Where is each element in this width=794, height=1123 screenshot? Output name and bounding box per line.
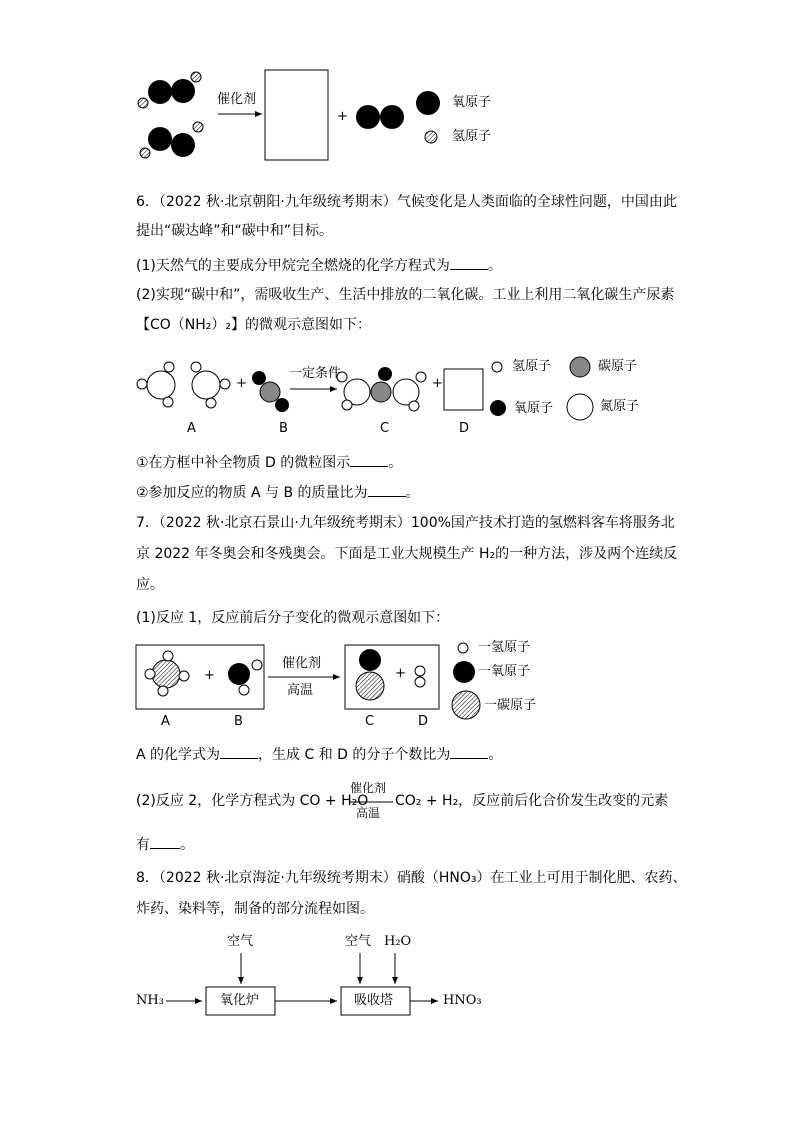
plus-sign: + bbox=[337, 109, 348, 124]
plus-sign: + bbox=[204, 668, 215, 683]
legend-carbon-icon bbox=[570, 357, 590, 377]
flow-air-2: 空气 bbox=[345, 934, 372, 949]
legend-hydrogen-icon bbox=[458, 643, 468, 653]
q6-sub1: ①在方框中补全物质 D 的微粒图示 。 bbox=[136, 455, 403, 471]
legend-oxygen-icon bbox=[416, 91, 440, 115]
legend-oxygen-icon bbox=[453, 661, 475, 683]
legend-carbon-icon bbox=[452, 691, 480, 719]
label-C: C bbox=[365, 714, 375, 729]
flow-box2-label: 吸收塔 bbox=[354, 993, 394, 1008]
q7-part1: (1)反应 1，反应前后分子变化的微观示意图如下： bbox=[136, 610, 450, 626]
answer-blank[interactable] bbox=[450, 745, 488, 759]
q6-part2-line1: (2)实现“碳中和”，需吸收生产、生活中排放的二氧化碳。工业上利用二氧化碳生产尿素 bbox=[136, 287, 675, 303]
q8-line2: 炸药、染料等，制备的部分流程如图。 bbox=[136, 901, 374, 917]
label-B: B bbox=[234, 714, 243, 729]
molecule-D-h2 bbox=[415, 666, 425, 687]
high-temp-label: 高温 bbox=[287, 683, 314, 698]
high-temp-label: 高温 bbox=[356, 806, 381, 820]
blank-box bbox=[265, 70, 328, 160]
legend-oxygen-label: 一氧原子 bbox=[478, 664, 531, 679]
q7-part2-b: CO₂ + H₂，反应前后化合价发生改变的元素 bbox=[395, 793, 669, 809]
label-D: D bbox=[418, 714, 429, 729]
q7-line2: 京 2022 年冬奥会和冬残奥会。下面是工业大规模生产 H₂的一种方法，涉及两个连续反 bbox=[136, 546, 678, 562]
plus-sign: + bbox=[236, 376, 247, 391]
water-molecule-2 bbox=[140, 122, 203, 158]
label-C: C bbox=[380, 421, 390, 436]
flow-water: H₂O bbox=[384, 934, 412, 949]
box-D bbox=[444, 369, 483, 410]
answer-blank[interactable] bbox=[150, 835, 180, 849]
legend-oxygen-icon bbox=[490, 400, 506, 416]
molecule-B-water bbox=[228, 660, 262, 695]
answer-blank[interactable] bbox=[220, 745, 258, 759]
answer-blank[interactable] bbox=[368, 483, 406, 497]
q6-part1: (1)天然气的主要成分甲烷完全燃烧的化学方程式为 。 bbox=[136, 258, 502, 274]
legend-hydrogen-icon bbox=[425, 131, 437, 143]
catalyst-label: 催化剂 bbox=[217, 92, 257, 107]
catalyst-label: 催化剂 bbox=[282, 656, 322, 671]
plus-sign: + bbox=[432, 376, 443, 391]
molecule-A1 bbox=[137, 362, 175, 407]
molecule-C bbox=[337, 367, 426, 411]
flow-output: HNO₃ bbox=[443, 993, 482, 1008]
molecule-A-methane bbox=[145, 651, 189, 696]
flow-input: NH₃ bbox=[136, 993, 164, 1008]
molecule-C-co bbox=[356, 649, 384, 700]
answer-blank[interactable] bbox=[350, 453, 388, 467]
oxygen-molecule bbox=[356, 105, 404, 129]
flow-air-1: 空气 bbox=[227, 934, 254, 949]
q6-sub2: ②参加反应的物质 A 与 B 的质量比为 。 bbox=[136, 485, 420, 501]
legend-carbon-label: 一碳原子 bbox=[484, 698, 537, 713]
condition-label: 一定条件 bbox=[289, 366, 342, 381]
q7-question-a: A 的化学式为 ，生成 C 和 D 的分子个数比为 。 bbox=[136, 747, 503, 763]
water-molecule-1 bbox=[138, 72, 201, 108]
q6-line1: 6．（2022 秋·北京朝阳·九年级统考期末）气候变化是人类面临的全球性问题，中国由此 bbox=[136, 194, 677, 210]
q7-line3: 应。 bbox=[136, 577, 164, 593]
label-B: B bbox=[279, 421, 288, 436]
q8-line1: 8．（2022 秋·北京海淀·九年级统考期末）硝酸（HNO₃）在工业上可用于制化肥、农药、 bbox=[136, 870, 687, 886]
q7-part2-a: (2)反应 2，化学方程式为 CO + H₂O bbox=[136, 793, 369, 809]
q6-line2: 提出“碳达峰”和“碳中和”目标。 bbox=[136, 223, 334, 239]
legend-hydrogen-icon bbox=[492, 362, 502, 372]
legend-hydrogen-label: 一氢原子 bbox=[478, 640, 531, 655]
legend-hydrogen-label: 氢原子 bbox=[452, 129, 492, 144]
legend-hydrogen-label: 氢原子 bbox=[512, 359, 552, 374]
answer-blank[interactable] bbox=[450, 256, 488, 270]
plus-sign: + bbox=[395, 666, 406, 681]
label-D: D bbox=[459, 421, 470, 436]
molecule-A2 bbox=[191, 362, 230, 408]
catalyst-label: 催化剂 bbox=[350, 781, 387, 795]
q6-part2-line2: 【CO（NH₂）₂】的微观示意图如下： bbox=[136, 317, 372, 333]
legend-carbon-label: 碳原子 bbox=[598, 359, 638, 374]
q7-part2-line2: 有 。 bbox=[136, 837, 194, 853]
q7-line1: 7．（2022 秋·北京石景山·九年级统考期末）100%国产技术打造的氢燃料客车将服务北 bbox=[136, 515, 675, 531]
label-A: A bbox=[161, 714, 170, 729]
legend-oxygen-label: 氧原子 bbox=[514, 401, 554, 416]
molecule-B bbox=[252, 371, 289, 412]
flow-box1-label: 氧化炉 bbox=[220, 993, 260, 1008]
legend-nitrogen-icon bbox=[567, 394, 593, 420]
label-A: A bbox=[187, 421, 196, 436]
legend-oxygen-label: 氧原子 bbox=[452, 95, 492, 110]
legend-nitrogen-label: 氮原子 bbox=[600, 399, 640, 414]
